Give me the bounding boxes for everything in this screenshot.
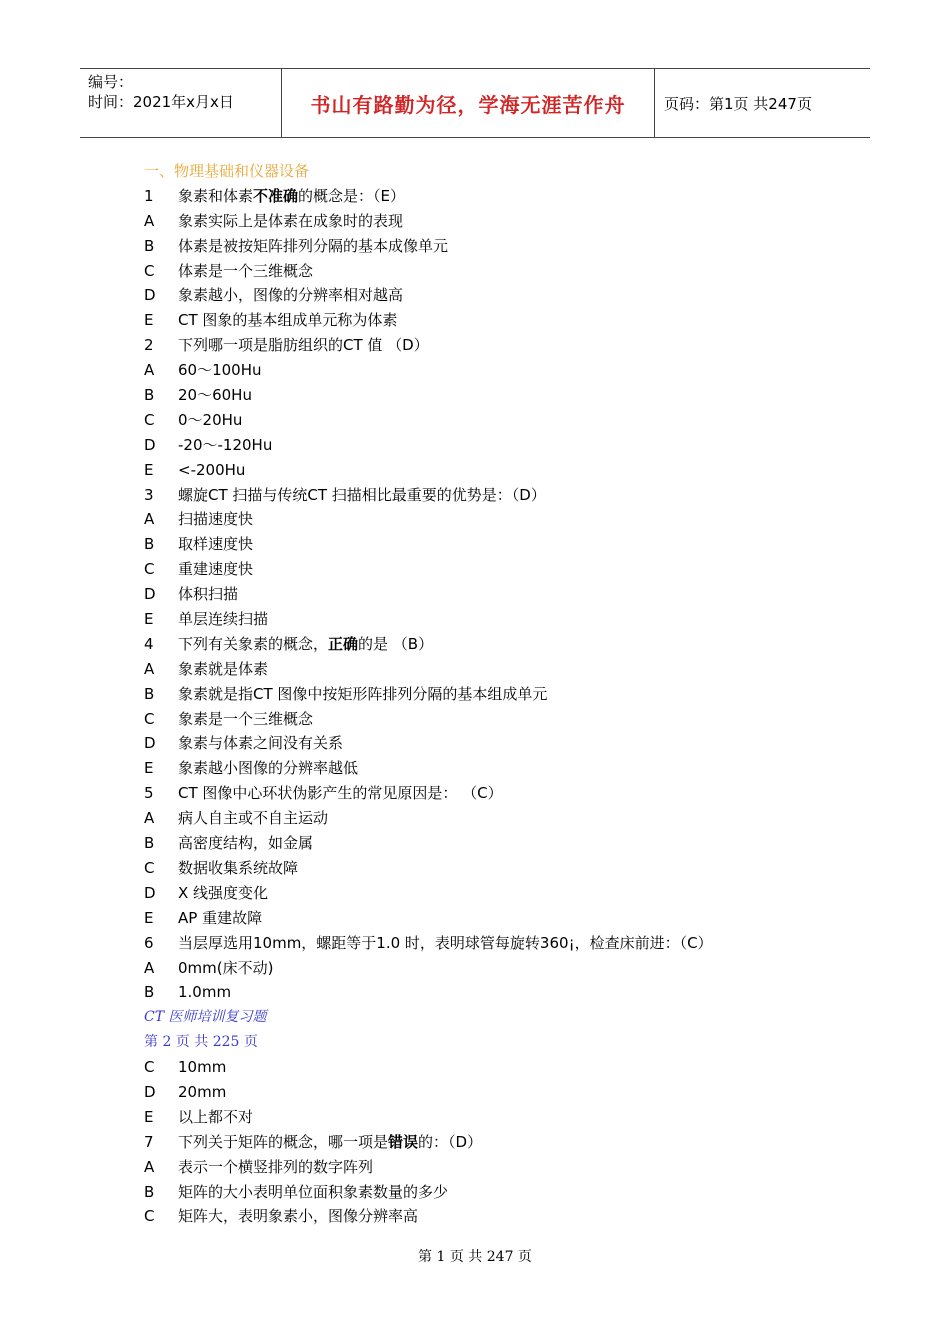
option bbox=[144, 682, 864, 707]
section-title: 一、物理基础和仪器设备 bbox=[144, 162, 310, 180]
option bbox=[144, 209, 864, 234]
option-letter: E bbox=[144, 610, 154, 629]
option-letter: B bbox=[144, 386, 155, 405]
question-number: 1 bbox=[144, 186, 154, 205]
option bbox=[144, 980, 864, 1005]
option-letter: C bbox=[144, 1207, 155, 1226]
question-text: 的是 （B） bbox=[358, 634, 434, 653]
question-text: 螺旋CT 扫描与传统CT 扫描相比最重要的优势是：（D） bbox=[178, 485, 546, 504]
question-text: CT 图像中心环状伪影产生的常见原因是： （C） bbox=[178, 784, 503, 803]
question-text: 下列有关象素的概念， bbox=[178, 634, 329, 653]
document-body bbox=[144, 159, 864, 1229]
option-letter: E bbox=[144, 460, 154, 479]
option bbox=[144, 1204, 864, 1229]
option-text: 20～60Hu bbox=[178, 386, 252, 405]
option-text: 以上都不对 bbox=[178, 1107, 254, 1126]
option bbox=[144, 756, 864, 781]
option bbox=[144, 234, 864, 259]
option-text: 1.0mm bbox=[178, 983, 232, 1002]
option bbox=[144, 707, 864, 732]
option-letter: E bbox=[144, 1107, 154, 1126]
question-text: 象素和体素 bbox=[178, 186, 254, 205]
option-text: 体素是一个三维概念 bbox=[178, 261, 314, 280]
option-letter: A bbox=[144, 211, 155, 230]
option bbox=[144, 507, 864, 532]
header-number-label: 编号： bbox=[88, 73, 134, 91]
option bbox=[144, 532, 864, 557]
option-letter: A bbox=[144, 1157, 155, 1176]
option bbox=[144, 731, 864, 756]
option-text: 矩阵的大小表明单位面积象素数量的多少 bbox=[178, 1182, 449, 1201]
option-text: 表示一个横竖排列的数字阵列 bbox=[178, 1157, 374, 1176]
option-letter: A bbox=[144, 659, 155, 678]
option-letter: C bbox=[144, 261, 155, 280]
running-page-number: 第 2 页 共 225 页 bbox=[144, 1034, 258, 1051]
option-text: -20～-120Hu bbox=[178, 435, 273, 454]
option-text: 病人自主或不自主运动 bbox=[178, 809, 329, 828]
header-page-info: 页码：第1页 共247页 bbox=[664, 94, 812, 113]
option-text: 象素是一个三维概念 bbox=[178, 709, 314, 728]
page-header bbox=[80, 68, 870, 138]
question-emphasis: 错误 bbox=[388, 1132, 419, 1151]
option-letter: B bbox=[144, 236, 155, 255]
question-text: 下列关于矩阵的概念，哪一项是 bbox=[178, 1132, 389, 1151]
question-4 bbox=[144, 632, 864, 657]
option-text: 0～20Hu bbox=[178, 410, 243, 429]
question-emphasis: 不准确 bbox=[253, 186, 299, 205]
question-emphasis: 正确 bbox=[328, 634, 359, 653]
option bbox=[144, 806, 864, 831]
option-letter: D bbox=[144, 734, 156, 753]
option-text: 扫描速度快 bbox=[178, 510, 254, 529]
option-text: 取样速度快 bbox=[178, 535, 254, 554]
option-letter: B bbox=[144, 684, 155, 703]
option-text: 矩阵大，表明象素小，图像分辨率高 bbox=[178, 1207, 419, 1226]
option-text: 0mm(床不动) bbox=[178, 958, 274, 977]
option-letter: B bbox=[144, 535, 155, 554]
question-5 bbox=[144, 781, 864, 806]
option-letter: B bbox=[144, 834, 155, 853]
option bbox=[144, 433, 864, 458]
question-3 bbox=[144, 483, 864, 508]
option bbox=[144, 259, 864, 284]
option-letter: B bbox=[144, 1182, 155, 1201]
option-letter: A bbox=[144, 361, 155, 380]
option-letter: C bbox=[144, 1058, 155, 1077]
option bbox=[144, 956, 864, 981]
question-1 bbox=[144, 184, 864, 209]
question-number: 4 bbox=[144, 634, 154, 653]
option-text: 高密度结构，如金属 bbox=[178, 834, 314, 853]
option-text: 象素越小图像的分辨率越低 bbox=[178, 759, 359, 778]
option bbox=[144, 582, 864, 607]
option-letter: D bbox=[144, 1082, 156, 1101]
question-number: 6 bbox=[144, 933, 154, 952]
option-text: 体素是被按矩阵排列分隔的基本成像单元 bbox=[178, 236, 449, 255]
option-text: 象素实际上是体素在成象时的表现 bbox=[178, 211, 404, 230]
option bbox=[144, 1155, 864, 1180]
option bbox=[144, 557, 864, 582]
option bbox=[144, 881, 864, 906]
option-letter: C bbox=[144, 410, 155, 429]
option-text: 体积扫描 bbox=[178, 585, 239, 604]
option-text: 数据收集系统故障 bbox=[178, 858, 299, 877]
page-footer: 第 1 页 共 247 页 bbox=[418, 1249, 532, 1265]
option-letter: E bbox=[144, 908, 154, 927]
question-number: 7 bbox=[144, 1132, 154, 1151]
option-letter: C bbox=[144, 560, 155, 579]
option-letter: A bbox=[144, 958, 155, 977]
header-divider bbox=[654, 69, 655, 137]
question-number: 5 bbox=[144, 784, 154, 803]
question-text: 的：（D） bbox=[418, 1132, 483, 1151]
option-text: 20mm bbox=[178, 1082, 227, 1101]
option bbox=[144, 308, 864, 333]
header-left bbox=[88, 72, 234, 112]
option-letter: A bbox=[144, 510, 155, 529]
option-text: 单层连续扫描 bbox=[178, 610, 269, 629]
option-letter: D bbox=[144, 883, 156, 902]
question-number: 3 bbox=[144, 485, 154, 504]
option-letter: A bbox=[144, 809, 155, 828]
option-letter: E bbox=[144, 759, 154, 778]
header-date: 时间：2021年x月x日 bbox=[88, 93, 234, 111]
option bbox=[144, 607, 864, 632]
option bbox=[144, 1105, 864, 1130]
option-text: 象素就是指CT 图像中按矩形阵排列分隔的基本组成单元 bbox=[178, 684, 548, 703]
option-text: X 线强度变化 bbox=[178, 883, 269, 902]
option bbox=[144, 458, 864, 483]
option-letter: D bbox=[144, 585, 156, 604]
question-text: 下列哪一项是脂肪组织的CT 值 （D） bbox=[178, 336, 429, 355]
option-letter: D bbox=[144, 435, 156, 454]
option bbox=[144, 1055, 864, 1080]
header-motto: 书山有路勤为径，学海无涯苦作舟 bbox=[310, 92, 626, 117]
option bbox=[144, 657, 864, 682]
option-text: 60～100Hu bbox=[178, 361, 262, 380]
option-text: CT 图象的基本组成单元称为体素 bbox=[178, 311, 398, 330]
option-letter: C bbox=[144, 858, 155, 877]
option-letter: B bbox=[144, 983, 155, 1002]
option-text: AP 重建故障 bbox=[178, 908, 263, 927]
option bbox=[144, 831, 864, 856]
question-7 bbox=[144, 1130, 864, 1155]
option bbox=[144, 283, 864, 308]
option bbox=[144, 358, 864, 383]
running-title: CT 医师培训复习题 bbox=[144, 1009, 267, 1026]
option bbox=[144, 856, 864, 881]
option bbox=[144, 383, 864, 408]
option-text: 重建速度快 bbox=[178, 560, 254, 579]
question-text: 的概念是：（E） bbox=[298, 186, 406, 205]
option bbox=[144, 906, 864, 931]
question-6 bbox=[144, 931, 864, 956]
option-text: 10mm bbox=[178, 1058, 227, 1077]
option-letter: E bbox=[144, 311, 154, 330]
option bbox=[144, 1180, 864, 1205]
question-text: 当层厚选用10mm，螺距等于1.0 时，表明球管每旋转360¡，检查床前进：（C） bbox=[178, 933, 713, 952]
option bbox=[144, 408, 864, 433]
option bbox=[144, 1080, 864, 1105]
option-letter: C bbox=[144, 709, 155, 728]
option-text: <-200Hu bbox=[178, 460, 246, 479]
question-number: 2 bbox=[144, 336, 154, 355]
option-text: 象素与体素之间没有关系 bbox=[178, 734, 344, 753]
option-letter: D bbox=[144, 286, 156, 305]
question-2 bbox=[144, 333, 864, 358]
option-text: 象素越小，图像的分辨率相对越高 bbox=[178, 286, 404, 305]
option-text: 象素就是体素 bbox=[178, 659, 269, 678]
